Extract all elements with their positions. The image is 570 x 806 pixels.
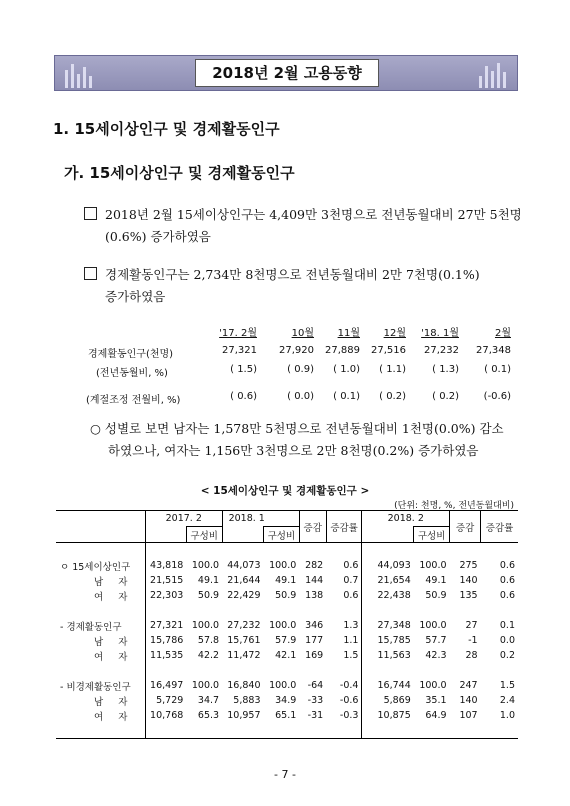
table-row: 남 자 5,729 34.7 5,883 34.9 -33 -0.6 5,869 35.1 140 2.4 (56, 693, 518, 708)
page-title: 2018년 2월 고용동향 (195, 59, 379, 87)
table-row: 남 자 15,786 57.8 15,761 57.9 177 1.1 15,785 57.7 -1 0.0 (56, 633, 518, 648)
table-row: ㅇ 15세이상인구 43,818 100.0 44,073 100.0 282 0.6 44,093 100.0 275 0.6 (56, 558, 518, 573)
checkbox-square-icon (84, 207, 97, 220)
gender-paragraph: ○ 성별로 보면 남자는 1,578만 5천명으로 전년동월대비 1천명(0.0%) 감소 하였으나, 여자는 1,156만 3천명으로 2만 8천명(0.2%) 증가하였음 (90, 421, 504, 458)
table-row: 여 자 11,535 42.2 11,472 42.1 169 1.5 11,563 42.3 28 0.2 (56, 648, 518, 663)
table-row: - 경제활동인구 27,321 100.0 27,232 100.0 346 1.3 27,348 100.0 27 0.1 (56, 618, 518, 633)
population-table: 2017. 2 2018. 1 증감 증감률 2018. 2 증감 증감률 구성비 구성비 구성비 ㅇ 15세이상인구 43,818 100.0 44,073 100.0 282 0.6 44,093 100.0 275 0.6 남 자 21,515 49.1 21,644 49.1 144 0.7 21,654 49.1 140 0.6 여 자 22,303 50.9 22,429 50.9 138 0.6 22,438 50.9 135 0.6 - 경제활동인구 27,321 100.0 27,232 100.0 346 1.3 27,348 100.0 27 0.1 남 자 15,786 57.8 15,761 57.9 177 1.1 15,785 57.7 -1 0.0 여 자 11,535 42.2 11,472 42.1 169 1.5 11,563 42.3 28 0.2 - 비경제활동인구 16,497 100.0 16,840 100.0 -64 -0.4 16,744 100.0 247 1.5 남 자 5,729 34.7 5,883 34.9 -33 -0.6 5,869 35.1 140 2.4 여 자 10,768 65.3 10,957 65.1 -31 -0.3 10,875 64.9 107 1.0 (56, 510, 518, 739)
table-row: 여 자 10,768 65.3 10,957 65.1 -31 -0.3 10,875 64.9 107 1.0 (56, 708, 518, 723)
table-caption: < 15세이상인구 및 경제활동인구 > (200, 485, 370, 497)
bar-pattern-icon (59, 56, 101, 90)
page-number: - 7 - (274, 768, 296, 781)
bullet-paragraph-2: 경제활동인구는 2,734만 8천명으로 전년동월대비 2만 7천명(0.1%) 증가하였음 (84, 264, 480, 308)
title-banner (54, 55, 518, 91)
circle-bullet-icon: ○ (90, 421, 105, 436)
table-row: - 비경제활동인구 16,497 100.0 16,840 100.0 -64 -0.4 16,744 100.0 247 1.5 (56, 678, 518, 693)
summary-row-label: (계절조정 전월비, %) (86, 395, 181, 406)
summary-row-label: 경제활동인구(천명) (88, 349, 174, 360)
checkbox-square-icon (84, 267, 97, 280)
section-heading: 1. 15세이상인구 및 경제활동인구 (53, 120, 280, 138)
subsection-heading: 가. 15세이상인구 및 경제활동인구 (64, 164, 295, 182)
summary-row-label: (전년동월비, %) (96, 368, 168, 379)
bar-pattern-icon (471, 56, 513, 90)
table-row: 남 자 21,515 49.1 21,644 49.1 144 0.7 21,654 49.1 140 0.6 (56, 573, 518, 588)
table-unit-note: (단위: 천명, %, 전년동월대비) (394, 501, 514, 511)
table-row: 여 자 22,303 50.9 22,429 50.9 138 0.6 22,438 50.9 135 0.6 (56, 588, 518, 603)
bullet-paragraph-1: 2018년 2월 15세이상인구는 4,409만 3천명으로 전년동월대비 27만 5천명 (0.6%) 증가하였음 (84, 204, 522, 248)
